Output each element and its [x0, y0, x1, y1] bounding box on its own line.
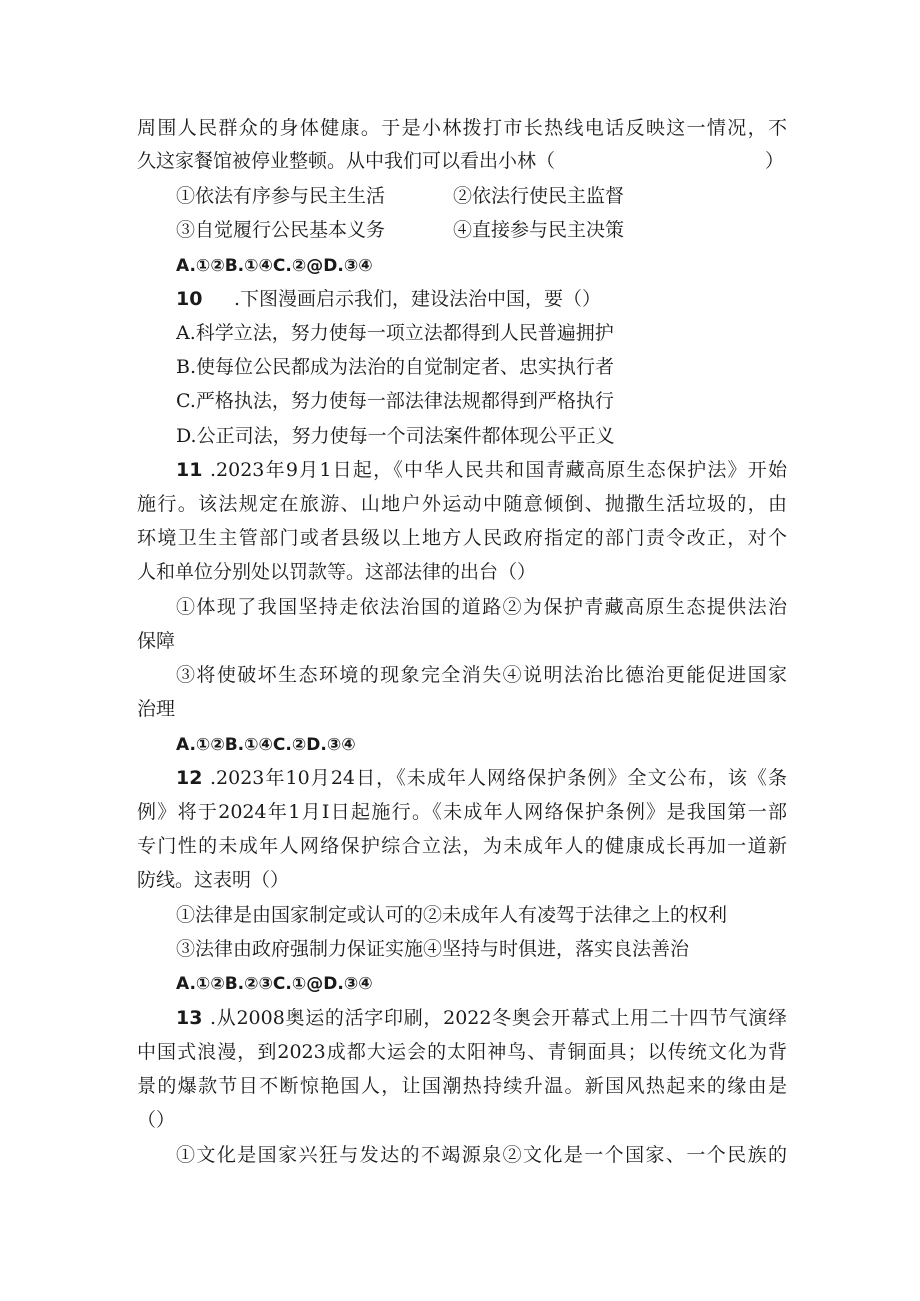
q12-stem-line-4: 防线。这表明（） — [137, 869, 290, 891]
q11-stem-line-1 — [176, 455, 787, 485]
q9-option-4: ④直接参与民主决策 — [453, 219, 625, 241]
q11-stem-line-2: 施行。该法规定在旅游、山地户外运动中随意倾倒、抛撒生活垃圾的，由 — [137, 493, 787, 515]
q9-options-row-1 — [176, 181, 787, 211]
q10-stem-text: .下图漫画启示我们，建设法治中国，要（） — [234, 288, 602, 310]
q13-stem-text-1: .从2008奥运的活字印刷，2022冬奥会开幕式上用二十四节气演绎 — [210, 1007, 787, 1029]
q11-number: 11 — [176, 459, 203, 481]
q12-answer-choices: A.①②B.②③C.①@D.③④ — [176, 974, 373, 994]
q10-option-c: C.严格执法，努力使每一部法律法规都得到严格执行 — [176, 390, 614, 412]
q13-stem-line-2: 中国式浪漫，到2023成都大运会的太阳神鸟、青铜面具；以传统文化为背 — [137, 1041, 787, 1063]
q12-stem-line-1 — [176, 763, 787, 793]
q9-option-3: ③自觉履行公民基本义务 — [176, 219, 386, 241]
q10-option-b: B.使每位公民都成为法治的自觉制定者、忠实执行者 — [176, 356, 615, 378]
q12-stem-line-3: 专门性的未成年人网络保护综合立法，为未成年人的健康成长再加一道新 — [137, 835, 787, 857]
q10-stem — [176, 284, 787, 314]
q13-number: 13 — [176, 1007, 203, 1029]
q13-stem-line-4: （） — [137, 1109, 176, 1131]
q10-option-d: D.公正司法，努力使每一个司法案件都体现公平正义 — [176, 425, 615, 447]
q11-options-12-line-2: 保障 — [137, 630, 176, 652]
q9-answer-paren: ） — [765, 150, 785, 172]
q12-number: 12 — [176, 767, 203, 789]
q9-stem-text: 久这家餐馆被停业整顿。从中我们可以看出小林（ — [137, 150, 556, 172]
q11-options-34-line-1: ③将使破坏生态环境的现象完全消失④说明法治比德治更能促进国家 — [176, 664, 787, 686]
q12-options-12: ①法律是由国家制定或认可的②未成年人有凌驾于法律之上的权利 — [176, 904, 728, 926]
q9-answer-choices: A.①②B.①④C.②@D.③④ — [176, 256, 373, 276]
q13-stem-line-3: 景的爆款节目不断惊艳国人，让国潮热持续升温。新国风热起来的缘由是 — [137, 1075, 787, 1097]
q11-options-34-line-2: 治理 — [137, 698, 176, 720]
q13-stem-line-1 — [176, 1003, 787, 1033]
q9-stem-line-1: 周围人民群众的身体健康。于是小林拨打市长热线电话反映这一情况，不 — [137, 117, 787, 139]
q9-options-row-2 — [176, 215, 787, 245]
q11-stem-line-3: 环境卫生主管部门或者县级以上地方人民政府指定的部门责令改正，对个 — [137, 527, 787, 549]
q9-option-2: ②依法行使民主监督 — [453, 185, 625, 207]
q9-stem-line-2 — [137, 146, 787, 176]
q12-stem-line-2: 例》将于2024年1月I日起施行。《未成年人网络保护条例》是我国第一部 — [137, 801, 787, 823]
q11-stem-text-1: .2023年9月1日起，《中华人民共和国青藏高原生态保护法》开始 — [210, 459, 787, 481]
q13-options-12: ①文化是国家兴狂与发达的不竭源泉②文化是一个国家、一个民族的 — [176, 1144, 787, 1166]
q12-options-34: ③法律由政府强制力保证实施④坚持与时俱进，落实良法善治 — [176, 938, 690, 960]
q10-number: 10 — [176, 288, 203, 310]
q11-stem-line-4: 人和单位分别处以罚款等。这部法律的出台（） — [137, 561, 537, 583]
q11-answer-choices: A.①②B.①④C.②D.③④ — [176, 735, 356, 755]
q12-stem-text-1: .2023年10月24日，《未成年人网络保护条例》全文公布，该《条 — [210, 767, 787, 789]
q9-option-1: ①依法有序参与民主生活 — [176, 185, 386, 207]
q10-option-a: A.科学立法，努力使每一项立法都得到人民普遍拥护 — [176, 322, 614, 344]
q11-options-12-line-1: ①体现了我国坚持走依法治国的道路②为保护青藏高原生态提供法治 — [176, 596, 787, 618]
